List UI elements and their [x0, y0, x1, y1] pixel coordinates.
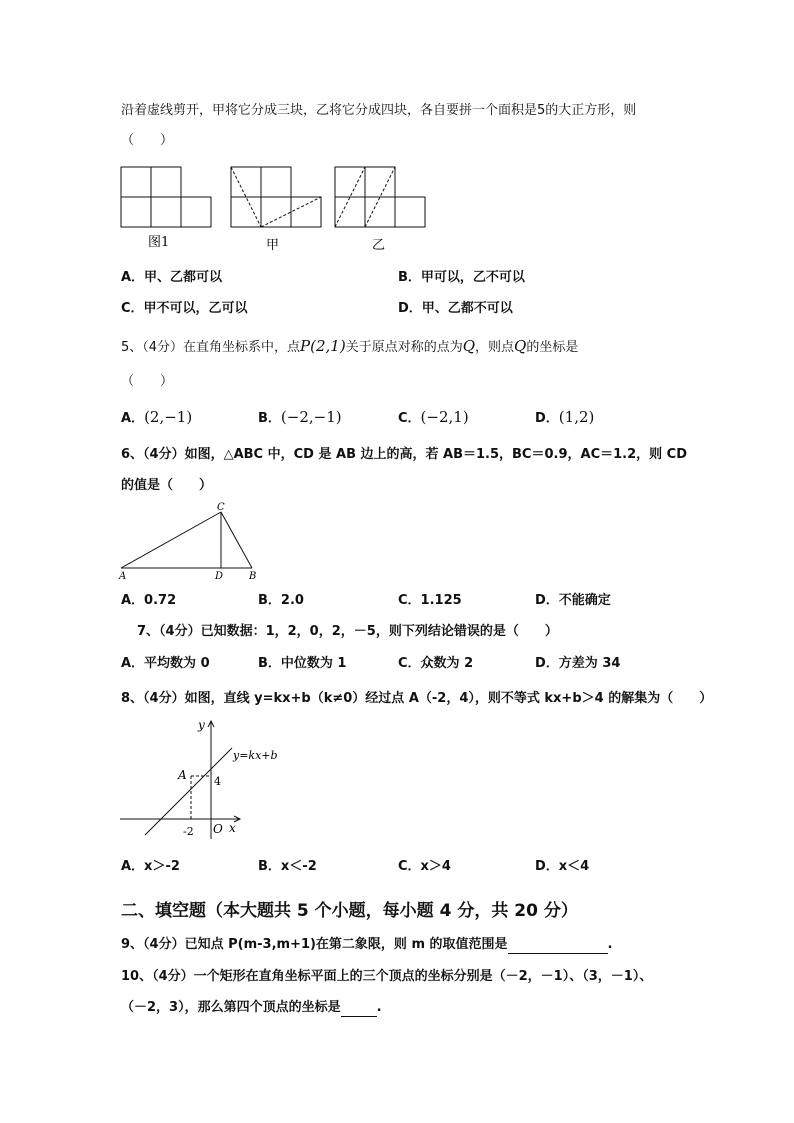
- q7-option-b: B．中位数为 1: [258, 656, 347, 671]
- q5-paren: （ ）: [121, 374, 174, 389]
- q8-option-d: D．x＜4: [535, 859, 590, 874]
- q6-stem-line2: 的值是（ ）: [121, 478, 213, 493]
- q7-stem: 7、（4分）已知数据：1，2，0，2，－5，则下列结论错误的是（ ）: [137, 624, 558, 639]
- q10-stem-line2: [121, 999, 382, 1017]
- q5-option-d-value: (1,2): [558, 408, 595, 426]
- label-line: y=kx+b: [233, 749, 278, 762]
- q5-option-c-value: (−2,1): [420, 408, 469, 426]
- label-b: B: [249, 571, 257, 582]
- q5-suffix: 的坐标是: [526, 340, 579, 355]
- q6-option-c: C．1.125: [398, 593, 462, 608]
- q5-q2: Q: [514, 337, 527, 355]
- q4-option-a: A．甲、乙都可以: [121, 270, 223, 285]
- q5-option-a-value: (2,−1): [144, 408, 193, 426]
- q4-stem-line1: 沿着虚线剪开，甲将它分成三块，乙将它分成四块，各自要拼一个面积是5的大正方形，则: [121, 103, 637, 118]
- q5-middle: 关于原点对称的点为: [345, 340, 463, 355]
- figure-jia: [231, 167, 321, 227]
- label-four: 4: [214, 775, 221, 788]
- q5-stem: [121, 337, 578, 357]
- q4-option-b: B．甲可以，乙不可以: [398, 270, 525, 285]
- figure-yi-label: 乙: [372, 238, 386, 253]
- q8-option-c: C．x＞4: [398, 859, 451, 874]
- q6-option-b: B．2.0: [258, 593, 304, 608]
- label-x-axis: x: [229, 821, 236, 835]
- q5-option-c-key: C．: [398, 411, 421, 426]
- q5-option-c: [398, 408, 469, 428]
- q10-end: .: [376, 1000, 382, 1015]
- q5-middle2: ，则点: [475, 340, 515, 355]
- q4-option-d: D．甲、乙都不可以: [398, 301, 513, 316]
- q5-point-p: P(2,1): [300, 337, 346, 355]
- label-d: D: [215, 571, 224, 582]
- q9-answer-blank[interactable]: [508, 939, 608, 954]
- label-y-axis: y: [198, 718, 205, 732]
- q9-end: .: [607, 937, 613, 952]
- q7-option-a: A．平均数为 0: [121, 656, 210, 671]
- q5-option-b: [258, 408, 342, 428]
- figure-1-label: 图1: [148, 235, 170, 250]
- side-bc: [221, 512, 252, 568]
- label-point-a: A: [178, 768, 187, 782]
- q5-option-a-key: A．: [121, 411, 145, 426]
- label-a: A: [119, 571, 127, 582]
- q10-text: （－2，3），那么第四个顶点的坐标是: [121, 1000, 341, 1015]
- label-neg2: -2: [183, 825, 194, 838]
- figure-yi: [335, 167, 425, 227]
- q5-option-d-key: D．: [535, 411, 559, 426]
- q4-option-c: C．甲不可以，乙可以: [121, 301, 248, 316]
- q8-graph-figure: [115, 715, 290, 845]
- q6-stem-line1: 6、（4分）如图，△ABC 中，CD 是 AB 边上的高，若 AB＝1.5，BC＝0.9，AC＝1.2，则 CD: [121, 447, 687, 462]
- q10-answer-blank[interactable]: [341, 1002, 377, 1017]
- q5-prefix: 5、（4分）在直角坐标系中，点: [121, 340, 301, 355]
- q6-option-a: A．0.72: [121, 593, 177, 608]
- q5-option-b-value: (−2,−1): [280, 408, 342, 426]
- section-2-title: 二、填空题（本大题共 5 个小题，每小题 4 分，共 20 分）: [121, 901, 578, 921]
- q8-stem: 8、（4分）如图，直线 y=kx+b（k≠0）经过点 A（-2，4），则不等式 kx+b＞4 的解集为（ ）: [121, 691, 713, 706]
- q6-option-d: D．不能确定: [535, 593, 611, 608]
- q5-option-a: [121, 408, 192, 428]
- q5-option-d: [535, 408, 594, 428]
- side-ac: [121, 512, 221, 568]
- q7-option-d: D．方差为 34: [535, 656, 621, 671]
- figure-1: [121, 167, 211, 227]
- q7-option-c: C．众数为 2: [398, 656, 474, 671]
- q6-triangle-figure: [115, 500, 265, 585]
- figure-jia-label: 甲: [266, 238, 280, 253]
- label-c: C: [217, 502, 225, 513]
- q10-stem-line1: 10、（4分）一个矩形在直角坐标平面上的三个顶点的坐标分别是（－2，－1）、（3，－1）、: [121, 969, 653, 984]
- label-origin: O: [213, 822, 223, 836]
- q9-text: 9、（4分）已知点 P(m-3,m+1)在第二象限，则 m 的取值范围是: [121, 937, 508, 952]
- q8-option-a: A．x＞-2: [121, 859, 180, 874]
- q8-option-b: B．x＜-2: [258, 859, 317, 874]
- q5-q1: Q: [462, 337, 476, 355]
- q9-stem: [121, 936, 613, 954]
- q4-paren: （ ）: [121, 133, 174, 148]
- q5-option-b-key: B．: [258, 411, 281, 426]
- q4-figures: [115, 160, 435, 255]
